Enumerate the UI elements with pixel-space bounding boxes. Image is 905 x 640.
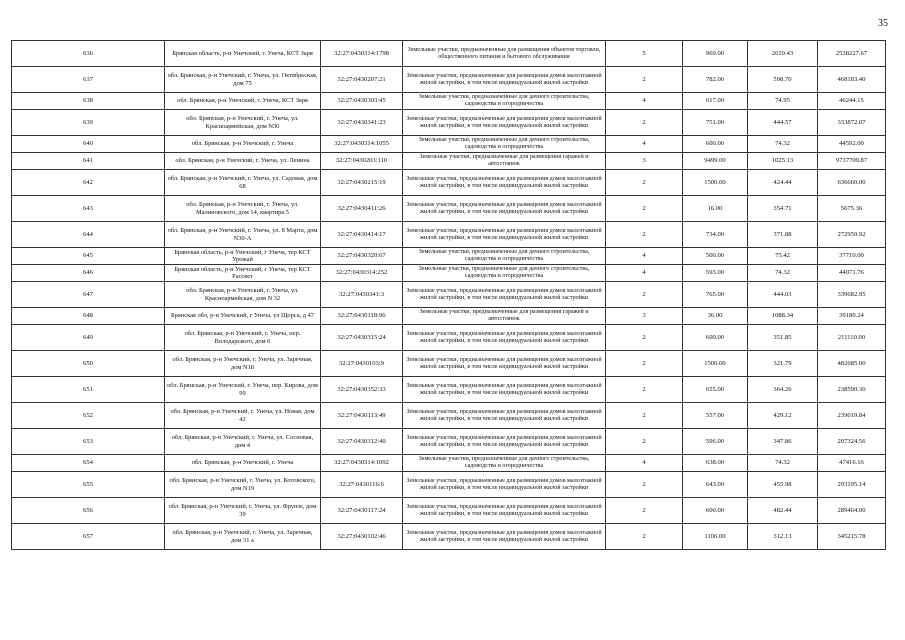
land-use-cell: Земельные участки, предназначенные для размещения домов малоэтажной жилой застройки, в том числе индивидуальной жилой застройки: [403, 222, 606, 248]
address-cell: обл. Брянская, р-н Унечский, г. Унеча, ул. Ленина: [165, 153, 321, 170]
rate-cell: 364.26: [748, 377, 818, 403]
cadastral-number-cell: 32:27:0430102:46: [321, 524, 403, 550]
address-cell: обл. Брянская, р-н Унечский, г. Унеча, ул. 8 Марта, дом N30-А: [165, 222, 321, 248]
cadastral-value-cell: 211110.00: [818, 325, 886, 351]
cadastral-value-cell: 39180.24: [818, 308, 886, 325]
land-use-cell: Земельные участки, предназначенные для размещения домов малоэтажной жилой застройки, в том числе индивидуальной жилой застройки: [403, 110, 606, 136]
cadastral-value-cell: 5675.36: [818, 196, 886, 222]
address-cell: обл. Брянская, р-н Унечский, г. Унеча, ул. Заречная, дом 31 а: [165, 524, 321, 550]
land-use-cell: Земельные участки, предназначенные для размещения домов малоэтажной жилой застройки, в том числе индивидуальной жилой застройки: [403, 498, 606, 524]
rate-cell: 1025.13: [748, 153, 818, 170]
address-cell: обл. Брянская, р-н Унечский, г. Унеча, ул. Заречная, дом N18: [165, 351, 321, 377]
rate-cell: 321.79: [748, 351, 818, 377]
group-cell: 2: [606, 429, 683, 455]
land-use-cell: Земельные участки, предназначенные для дачного строительства, садоводства и огородничества: [403, 265, 606, 282]
address-cell: Брянская область, р-н Унечский, г Унеча, тер КСТ Рассвет: [165, 265, 321, 282]
table-row: [12, 136, 886, 153]
group-cell: 2: [606, 498, 683, 524]
cadastral-value-cell: 289464.00: [818, 498, 886, 524]
address-cell: обл. Брянская, р-н Унечский, г. Унеча, ул. Малиновского, дом 14, квартира 5: [165, 196, 321, 222]
row-number: 657: [12, 524, 165, 550]
cadastral-number-cell: 32:27:0430203:110: [321, 153, 403, 170]
area-cell: 9499.00: [683, 153, 748, 170]
group-cell: 3: [606, 153, 683, 170]
cadastral-number-cell: 32:27:0430352:33: [321, 377, 403, 403]
area-cell: 36.00: [683, 308, 748, 325]
cadastral-value-cell: 46244.15: [818, 93, 886, 110]
group-cell: 2: [606, 196, 683, 222]
area-cell: 734.00: [683, 222, 748, 248]
cadastral-number-cell: 32:27:0430314:252: [321, 265, 403, 282]
cadastral-value-cell: 47416.16: [818, 455, 886, 472]
row-number: 647: [12, 282, 165, 308]
rate-cell: 351.85: [748, 325, 818, 351]
address-cell: обл. Брянская, р-н Унечский, г. Унеча, ул. Новая, дом 42: [165, 403, 321, 429]
group-cell: 2: [606, 403, 683, 429]
cadastral-number-cell: 32:27:0430312:40: [321, 429, 403, 455]
group-cell: 2: [606, 222, 683, 248]
land-use-cell: Земельные участки, предназначенные для размещения домов малоэтажной жилой застройки, в том числе индивидуальной жилой застройки: [403, 429, 606, 455]
group-cell: 2: [606, 377, 683, 403]
land-use-cell: Земельные участки, предназначенные для размещения домов малоэтажной жилой застройки, в том числе индивидуальной жилой застройки: [403, 196, 606, 222]
table-row: [12, 524, 886, 550]
row-number: 639: [12, 110, 165, 136]
cadastral-number-cell: 32:27:0430314:1798: [321, 41, 403, 67]
table-row: [12, 153, 886, 170]
table-row: [12, 498, 886, 524]
group-cell: 4: [606, 93, 683, 110]
row-number: 649: [12, 325, 165, 351]
group-cell: 3: [606, 308, 683, 325]
rate-cell: 74.32: [748, 455, 818, 472]
row-number: 648: [12, 308, 165, 325]
page-number: 35: [878, 18, 888, 29]
group-cell: 2: [606, 170, 683, 196]
area-cell: 593.00: [683, 265, 748, 282]
table-row: [12, 248, 886, 265]
address-cell: обл. Брянская, р-н Унечский, г. Унеча, ул. Октябрьская, дом 75: [165, 67, 321, 93]
group-cell: 2: [606, 67, 683, 93]
rate-cell: 354.71: [748, 196, 818, 222]
cadastral-value-cell: 239019.84: [818, 403, 886, 429]
row-number: 652: [12, 403, 165, 429]
group-cell: 4: [606, 136, 683, 153]
address-cell: обл. Брянская, р-н Унечский, г. Унеча, ул. Сосновая, дом 4: [165, 429, 321, 455]
cadastral-number-cell: 32:27:0430341:23: [321, 110, 403, 136]
address-cell: обл. Брянская, р-н Унечский, г. Унеча, ул. Котовского, дом N19: [165, 472, 321, 498]
area-cell: 782.00: [683, 67, 748, 93]
table-row: [12, 351, 886, 377]
row-number: 654: [12, 455, 165, 472]
cadastral-value-cell: 339682.95: [818, 282, 886, 308]
cadastral-number-cell: 32:27:0430207:21: [321, 67, 403, 93]
row-number: 645: [12, 248, 165, 265]
cadastral-number-cell: 32:27:0430314:1092: [321, 455, 403, 472]
group-cell: 2: [606, 524, 683, 550]
rate-cell: 74.32: [748, 265, 818, 282]
cadastral-number-cell: 32:27:0430116:6: [321, 472, 403, 498]
table-row: [12, 67, 886, 93]
table-row: [12, 265, 886, 282]
group-cell: 2: [606, 351, 683, 377]
address-cell: обл. Брянская, р-н Унечский, г. Унеча, пер. Володарского, дом 6: [165, 325, 321, 351]
cadastral-value-cell: 482685.00: [818, 351, 886, 377]
cadastral-value-cell: 37710.00: [818, 248, 886, 265]
area-cell: 600.00: [683, 136, 748, 153]
land-use-cell: Земельные участки, предназначенные для размещения домов малоэтажной жилой застройки, в том числе индивидуальной жилой застройки: [403, 403, 606, 429]
area-cell: 16.00: [683, 196, 748, 222]
rate-cell: 347.86: [748, 429, 818, 455]
land-use-cell: Земельные участки, предназначенные для размещения домов малоэтажной жилой застройки, в том числе индивидуальной жилой застройки: [403, 325, 606, 351]
table-row: [12, 403, 886, 429]
area-cell: 751.00: [683, 110, 748, 136]
area-cell: 638.00: [683, 455, 748, 472]
rate-cell: 424.44: [748, 170, 818, 196]
land-use-cell: Земельные участки, предназначенные для размещения домов малоэтажной жилой застройки, в том числе индивидуальной жилой застройки: [403, 472, 606, 498]
land-use-cell: Земельные участки, предназначенные для размещения домов малоэтажной жилой застройки, в том числе индивидуальной жилой застройки: [403, 67, 606, 93]
rate-cell: 1088.34: [748, 308, 818, 325]
cadastral-number-cell: 32:27:0430315:24: [321, 325, 403, 351]
table-row: [12, 170, 886, 196]
cadastral-value-cell: 2538227.67: [818, 41, 886, 67]
cadastral-number-cell: 32:27:0430117:24: [321, 498, 403, 524]
cadastral-number-cell: 32:27:0430118:96: [321, 308, 403, 325]
land-use-cell: Земельные участки, предназначенные для размещения домов малоэтажной жилой застройки, в том числе индивидуальной жилой застройки: [403, 282, 606, 308]
address-cell: Брянская область, р-н Унечский, г. Унеча, КСТ Заря: [165, 41, 321, 67]
cadastral-number-cell: 32:27:0430103:9: [321, 351, 403, 377]
table-row: [12, 472, 886, 498]
area-cell: 500.00: [683, 248, 748, 265]
rate-cell: 74.95: [748, 93, 818, 110]
group-cell: 4: [606, 455, 683, 472]
table-row: [12, 41, 886, 67]
rate-cell: 444.57: [748, 110, 818, 136]
address-cell: обл. Брянская, р-н Унечский, г. Унеча, ул. Красноармейская, дом N 32: [165, 282, 321, 308]
table-row: [12, 377, 886, 403]
land-use-cell: Земельные участки, предназначенные для дачного строительства, садоводства и огородничества: [403, 248, 606, 265]
rate-cell: 429.12: [748, 403, 818, 429]
table-row: [12, 429, 886, 455]
land-use-cell: Земельные участки, предназначенные для размещения гаражей и автостоянок: [403, 153, 606, 170]
table-row: [12, 325, 886, 351]
table-row: [12, 308, 886, 325]
row-number: 651: [12, 377, 165, 403]
cadastral-value-cell: 44071.76: [818, 265, 886, 282]
group-cell: 4: [606, 248, 683, 265]
cadastral-value-cell: 207324.56: [818, 429, 886, 455]
cadastral-number-cell: 32:27:0430113:49: [321, 403, 403, 429]
area-cell: 1500.00: [683, 170, 748, 196]
group-cell: 2: [606, 110, 683, 136]
cadastral-number-cell: 32:27:0430414:17: [321, 222, 403, 248]
cadastral-number-cell: 32:27:0430314:1055: [321, 136, 403, 153]
area-cell: 600.00: [683, 325, 748, 351]
group-cell: 5: [606, 41, 683, 67]
row-number: 637: [12, 67, 165, 93]
row-number: 643: [12, 196, 165, 222]
rate-cell: 75.42: [748, 248, 818, 265]
area-cell: 557.00: [683, 403, 748, 429]
rate-cell: 312.13: [748, 524, 818, 550]
land-use-cell: Земельные участки, предназначенные для дачного строительства, садоводства и огородничества: [403, 455, 606, 472]
cadastral-value-table: [11, 40, 886, 550]
rate-cell: 2619.43: [748, 41, 818, 67]
address-cell: обл. Брянская, р-н Унечский, г. Унеча: [165, 455, 321, 472]
rate-cell: 74.32: [748, 136, 818, 153]
cadastral-value-cell: 345215.78: [818, 524, 886, 550]
rate-cell: 455.98: [748, 472, 818, 498]
area-cell: 1500.00: [683, 351, 748, 377]
rate-cell: 444.03: [748, 282, 818, 308]
address-cell: обл. Брянская, р-н Унечский, г. Унеча, пер. Кирова, дом 99: [165, 377, 321, 403]
land-use-cell: Земельные участки, предназначенные для размещения домов малоэтажной жилой застройки, в том числе индивидуальной жилой застройки: [403, 377, 606, 403]
row-number: 650: [12, 351, 165, 377]
row-number: 638: [12, 93, 165, 110]
land-use-cell: Земельные участки, предназначенные для размещения домов малоэтажной жилой застройки, в том числе индивидуальной жилой застройки: [403, 524, 606, 550]
area-cell: 1106.00: [683, 524, 748, 550]
area-cell: 655.00: [683, 377, 748, 403]
land-use-cell: Земельные участки, предназначенные для размещения домов малоэтажной жилой застройки, в том числе индивидуальной жилой застройки: [403, 170, 606, 196]
address-cell: обл. Брянская, р-н Унечский, г. Унеча: [165, 136, 321, 153]
area-cell: 765.00: [683, 282, 748, 308]
group-cell: 2: [606, 325, 683, 351]
cadastral-value-cell: 272959.92: [818, 222, 886, 248]
area-cell: 969.00: [683, 41, 748, 67]
table-row: [12, 110, 886, 136]
cadastral-value-cell: 44592.00: [818, 136, 886, 153]
rate-cell: 598.70: [748, 67, 818, 93]
cadastral-value-cell: 293195.14: [818, 472, 886, 498]
address-cell: Брянская обл, р-н Унечский, г Унеча, ул Щорса, д 47: [165, 308, 321, 325]
address-cell: Брянская область, р-н Унечский, г Унеча, тер КСТ Урожай: [165, 248, 321, 265]
address-cell: обл. Брянская, р-н Унечский, г. Унеча, ул. Фрунзе, дом 39: [165, 498, 321, 524]
address-cell: обл. Брянская, р-н Унечский, г. Унеча, КСТ Заря: [165, 93, 321, 110]
row-number: 656: [12, 498, 165, 524]
land-use-cell: Земельные участки, предназначенные для размещения объектов торговли, общественного питания и бытового обслуживания: [403, 41, 606, 67]
cadastral-number-cell: 32:27:0430411:26: [321, 196, 403, 222]
row-number: 655: [12, 472, 165, 498]
group-cell: 2: [606, 472, 683, 498]
address-cell: обл. Брянская, р-н Унечский, г. Унеча, ул. Красноармейская, дом N30: [165, 110, 321, 136]
row-number: 640: [12, 136, 165, 153]
land-use-cell: Земельные участки, предназначенные для дачного строительства, садоводства и огородничества: [403, 136, 606, 153]
table-row: [12, 196, 886, 222]
area-cell: 617.00: [683, 93, 748, 110]
area-cell: 596.00: [683, 429, 748, 455]
row-number: 636: [12, 41, 165, 67]
table-row: [12, 222, 886, 248]
land-use-cell: Земельные участки, предназначенные для дачного строительства, садоводства и огородничества: [403, 93, 606, 110]
cadastral-value-cell: 333872.07: [818, 110, 886, 136]
cadastral-number-cell: 32:27:0430320:67: [321, 248, 403, 265]
cadastral-value-cell: 238590.30: [818, 377, 886, 403]
cadastral-number-cell: 32:27:0430215:19: [321, 170, 403, 196]
address-cell: обл. Брянская, р-н Унечский, г. Унеча, ул. Садовая, дом 68: [165, 170, 321, 196]
table-row: [12, 93, 886, 110]
cadastral-number-cell: 32:27:0430303:45: [321, 93, 403, 110]
row-number: 644: [12, 222, 165, 248]
cadastral-number-cell: 32:27:0430341:3: [321, 282, 403, 308]
rate-cell: 371.88: [748, 222, 818, 248]
cadastral-value-cell: 9737709.87: [818, 153, 886, 170]
table-row: [12, 455, 886, 472]
row-number: 641: [12, 153, 165, 170]
area-cell: 643.00: [683, 472, 748, 498]
row-number: 642: [12, 170, 165, 196]
land-use-cell: Земельные участки, предназначенные для размещения домов малоэтажной жилой застройки, в том числе индивидуальной жилой застройки: [403, 351, 606, 377]
row-number: 653: [12, 429, 165, 455]
group-cell: 4: [606, 265, 683, 282]
row-number: 646: [12, 265, 165, 282]
cadastral-value-cell: 636660.00: [818, 170, 886, 196]
land-use-cell: Земельные участки, предназначенные для размещения гаражей и автостоянок: [403, 308, 606, 325]
group-cell: 2: [606, 282, 683, 308]
table-row: [12, 282, 886, 308]
area-cell: 600.00: [683, 498, 748, 524]
rate-cell: 482.44: [748, 498, 818, 524]
cadastral-value-cell: 468183.40: [818, 67, 886, 93]
